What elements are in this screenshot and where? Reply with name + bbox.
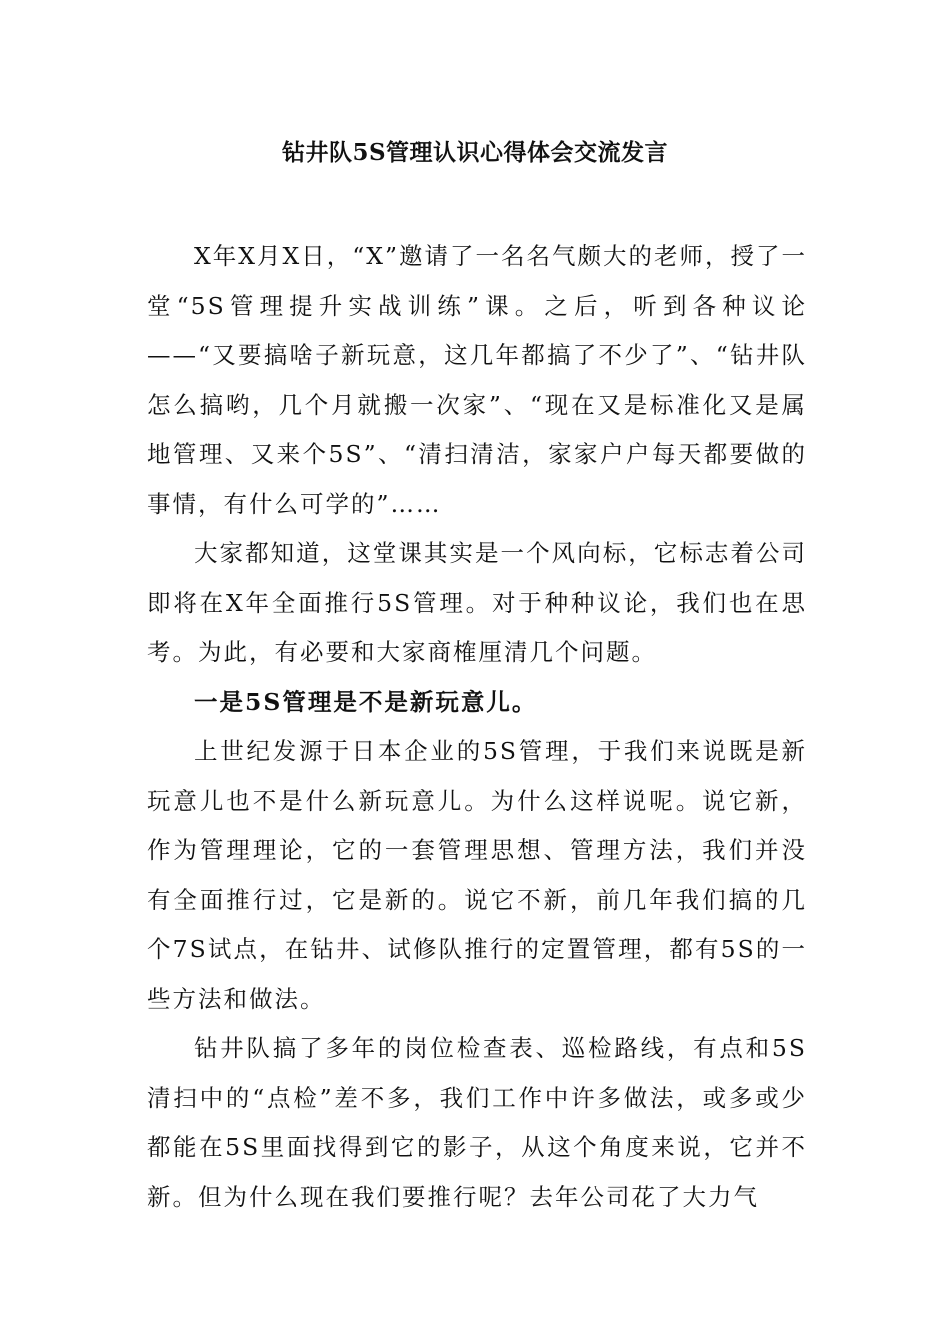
document-body xyxy=(147,232,807,1222)
paragraph-intro: X年X月X日，“X”邀请了一名名气颇大的老师，授了一堂“5S管理提升实战训练”课。之后，听到各种议论——“又要搞啥子新玩意，这几年都搞了不少了”、“钻井队怎么搞哟，几个月就搬一次家”、“现在又是标准化又是属地管理、又来个5S”、“清扫清洁，家家户户每天都要做的事情，有什么可学的”…… xyxy=(147,242,807,518)
document-title: 钻井队5S管理认识心得体会交流发言 xyxy=(281,139,669,166)
paragraph-signal: 大家都知道，这堂课其实是一个风向标，它标志着公司即将在X年全面推行5S管理。对于种种议论，我们也在思考。为此，有必要和大家商榷厘清几个问题。 xyxy=(147,539,807,666)
section-heading-1: 一是5S管理是不是新玩意儿。 xyxy=(194,687,538,716)
paragraph-drilling-team: 钻井队搞了多年的岗位检查表、巡检路线，有点和5S清扫中的“点检”差不多，我们工作中许多做法，或多或少都能在5S里面找得到它的影子，从这个角度来说，它并不新。但为什么现在我们要推行呢？去年公司花了大力气 xyxy=(147,1034,807,1211)
paragraph-new-or-not: 上世纪发源于日本企业的5S管理，于我们来说既是新玩意儿也不是什么新玩意儿。为什么这样说呢。说它新，作为管理理论，它的一套管理思想、管理方法，我们并没有全面推行过，它是新的。说它不新，前几年我们搞的几个7S试点，在钻井、试修队推行的定置管理，都有5S的一些方法和做法。 xyxy=(147,737,807,1013)
